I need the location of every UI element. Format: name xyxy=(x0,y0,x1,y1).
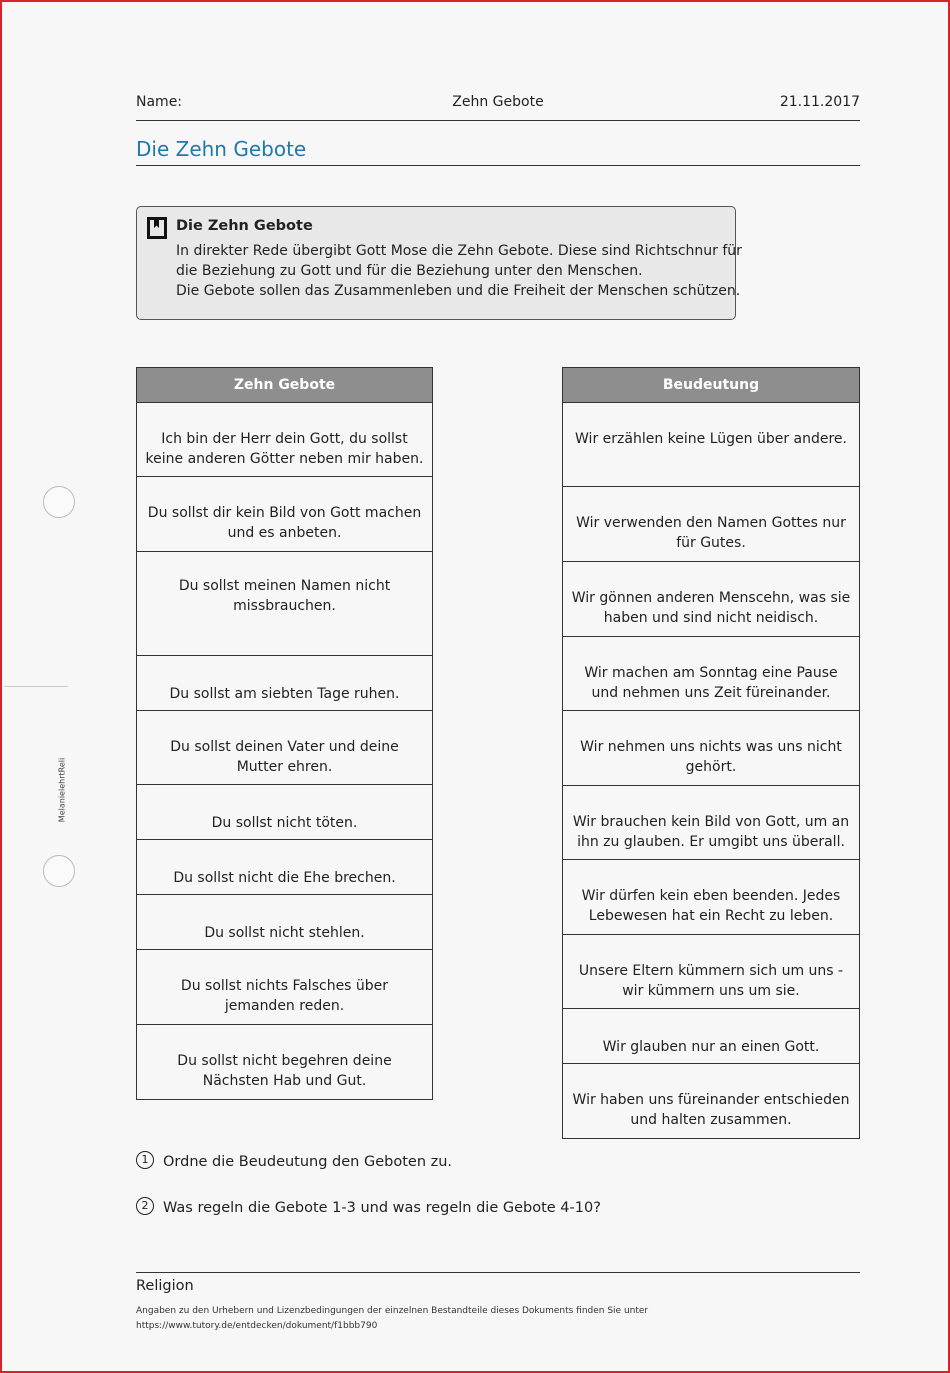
info-box-line: In direkter Rede übergibt Gott Mose die Zehn Gebote. Diese sind Richtschnur für xyxy=(176,243,742,259)
meaning-cell: Wir brauchen kein Bild von Gott, um an ihn zu glauben. Er umgibt uns überall. xyxy=(563,786,859,860)
info-box-line: die Beziehung zu Gott und für die Beziehung unter den Menschen. xyxy=(176,263,643,279)
meaning-cell: Wir nehmen uns nichts was uns nicht gehört. xyxy=(563,711,859,786)
footer-subject: Religion xyxy=(136,1278,194,1294)
meaning-cell: Wir haben uns füreinander entschieden und halten zusammen. xyxy=(572,1092,850,1128)
author-label: MelanielehrtReli xyxy=(57,757,67,823)
page-header xyxy=(136,92,860,121)
commandment-cell: Du sollst deinen Vater und deine Mutter ehren. xyxy=(137,711,432,785)
meaning-cell: Wir glauben nur an einen Gott. xyxy=(563,1009,859,1064)
commandment-cell: Du sollst dir kein Bild von Gott machen und es anbeten. xyxy=(137,477,432,552)
commandment-cell: Du sollst nicht begehren deine Nächsten Hab und Gut. xyxy=(177,1053,392,1089)
meaning-cell: Wir erzählen keine Lügen über andere. xyxy=(563,403,859,487)
task-text: Was regeln die Gebote 1-3 und was regeln die Gebote 4-10? xyxy=(163,1200,601,1216)
task-number-circle: 1 xyxy=(136,1151,154,1169)
commandments-table-header: Zehn Gebote xyxy=(137,368,432,403)
footer-link: https://www.tutory.de/entdecken/dokument/f1bbb790 xyxy=(136,1321,378,1331)
punch-hole xyxy=(43,855,75,887)
task-text: Ordne die Beudeutung den Geboten zu. xyxy=(163,1154,453,1170)
fold-mark xyxy=(4,686,68,687)
info-box-line: Die Gebote sollen das Zusammenleben und die Freiheit der Menschen schützen. xyxy=(176,283,741,299)
commandment-cell: Du sollst nicht stehlen. xyxy=(137,895,432,950)
info-box-text xyxy=(176,241,742,301)
header-date: 21.11.2017 xyxy=(779,94,860,110)
commandment-cell: Du sollst nicht die Ehe brechen. xyxy=(137,840,432,895)
meanings-table xyxy=(562,367,860,1139)
footer-divider xyxy=(136,1272,860,1273)
book-marker-icon xyxy=(147,217,167,239)
commandment-cell: Ich bin der Herr dein Gott, du sollst keine anderen Götter neben mir haben. xyxy=(137,403,432,477)
task-1 xyxy=(136,1153,452,1171)
header-title: Zehn Gebote xyxy=(452,94,544,110)
task-number-circle: 2 xyxy=(136,1197,154,1215)
info-box xyxy=(136,206,742,320)
meanings-table-header: Beudeutung xyxy=(563,368,859,403)
meaning-cell: Wir machen am Sonntag eine Pause und nehmen uns Zeit füreinander. xyxy=(563,637,859,711)
commandment-cell: Du sollst nicht töten. xyxy=(137,785,432,840)
punch-hole xyxy=(43,486,75,518)
footer-note-line: Angaben zu den Urhebern und Lizenzbedingungen der einzelnen Bestandteile dieses Dokuments finden Sie unter xyxy=(136,1306,649,1316)
commandments-table xyxy=(136,367,433,1100)
meaning-cell: Unsere Eltern kümmern sich um uns - wir kümmern uns um sie. xyxy=(563,935,859,1009)
commandment-cell: Du sollst am siebten Tage ruhen. xyxy=(137,656,432,711)
meaning-cell: Wir dürfen kein eben beenden. Jedes Lebewesen hat ein Recht zu leben. xyxy=(563,860,859,935)
commandment-cell: Du sollst meinen Namen nicht missbrauchen. xyxy=(137,552,432,656)
footer-note xyxy=(136,1304,648,1334)
info-box-title: Die Zehn Gebote xyxy=(176,218,313,234)
commandment-cell: Du sollst nichts Falsches über jemanden reden. xyxy=(137,950,432,1025)
task-2 xyxy=(136,1199,601,1217)
name-label: Name: xyxy=(136,94,183,110)
page-title: Die Zehn Gebote xyxy=(136,137,860,166)
meaning-cell: Wir verwenden den Namen Gottes nur für Gutes. xyxy=(563,487,859,562)
meaning-cell: Wir gönnen anderen Menscehn, was sie haben und sind nicht neidisch. xyxy=(563,562,859,637)
